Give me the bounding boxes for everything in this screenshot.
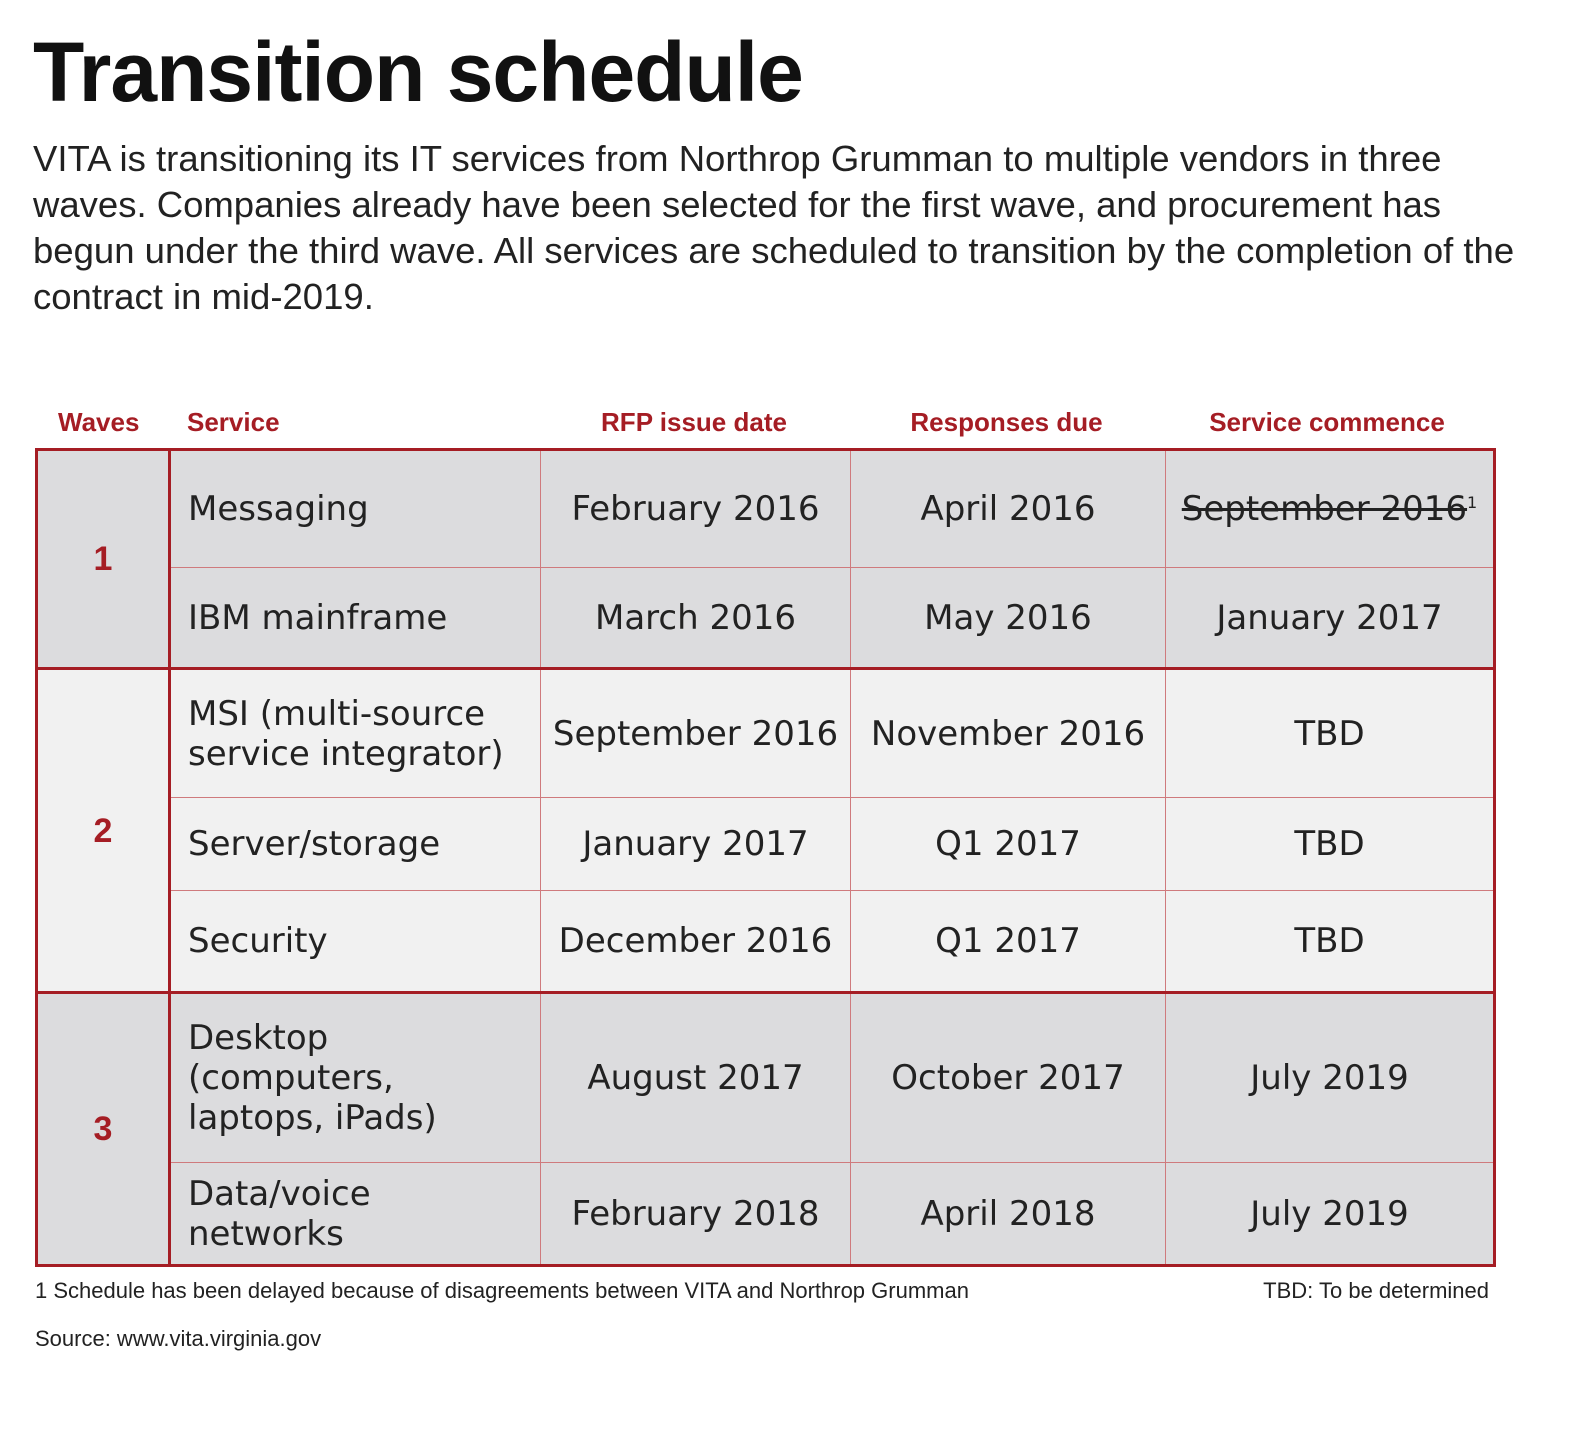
service-commence-cell: TBD: [1166, 798, 1495, 891]
responses-due-cell: November 2016: [851, 669, 1166, 798]
service-cell: Security: [170, 891, 541, 993]
header-service-commence: Service commence: [1209, 407, 1445, 437]
source-line: Source: www.vita.virginia.gov: [35, 1326, 322, 1351]
responses-due-cell: October 2017: [851, 993, 1166, 1163]
tbd-note: TBD: To be determined: [1263, 1278, 1489, 1303]
service-cell: IBM mainframe: [170, 568, 541, 669]
rfp-date-cell: February 2018: [541, 1163, 851, 1266]
schedule-table: [35, 448, 1496, 1267]
table-row: [37, 993, 1495, 1163]
header-rfp-issue-date: RFP issue date: [601, 407, 787, 437]
service-commence-cell: July 2019: [1166, 1163, 1495, 1266]
struck-date: September 2016: [1181, 489, 1468, 529]
table-row: [37, 1163, 1495, 1266]
footnote-marker: 1: [1467, 493, 1478, 512]
service-commence-cell: July 2019: [1166, 993, 1495, 1163]
wave-number: 3: [37, 993, 170, 1266]
responses-due-cell: May 2016: [851, 568, 1166, 669]
responses-due-cell: Q1 2017: [851, 891, 1166, 993]
rfp-date-cell: December 2016: [541, 891, 851, 993]
service-cell: Data/voice networks: [170, 1163, 541, 1266]
table-row: [37, 568, 1495, 669]
wave-number: 2: [37, 669, 170, 993]
service-commence-cell: TBD: [1166, 891, 1495, 993]
rfp-date-cell: March 2016: [541, 568, 851, 669]
rfp-date-cell: January 2017: [541, 798, 851, 891]
rfp-date-cell: September 2016: [541, 669, 851, 798]
page-subtitle: VITA is transitioning its IT services from Northrop Grumman to multiple vendors in three waves. Companies already have been selected for the first wave, and procurement has begun under the third wave. All services are scheduled to transition by the completion of the contract in mid-2019.: [33, 138, 1515, 317]
service-commence-cell: [1166, 450, 1495, 568]
responses-due-cell: April 2016: [851, 450, 1166, 568]
page-title: Transition schedule: [33, 25, 803, 119]
responses-due-cell: April 2018: [851, 1163, 1166, 1266]
table-row: [37, 450, 1495, 568]
service-commence-cell: January 2017: [1166, 568, 1495, 669]
table-row: [37, 798, 1495, 891]
service-commence-cell: TBD: [1166, 669, 1495, 798]
service-cell: Server/storage: [170, 798, 541, 891]
service-cell: MSI (multi-source service integrator): [170, 669, 541, 798]
table-row: [37, 891, 1495, 993]
wave-number: 1: [37, 450, 170, 669]
header-responses-due: Responses due: [910, 407, 1103, 437]
rfp-date-cell: February 2016: [541, 450, 851, 568]
table-row: [37, 669, 1495, 798]
header-waves: Waves: [58, 407, 140, 437]
service-cell: Messaging: [170, 450, 541, 568]
service-cell: Desktop (computers, laptops, iPads): [170, 993, 541, 1163]
rfp-date-cell: August 2017: [541, 993, 851, 1163]
responses-due-cell: Q1 2017: [851, 798, 1166, 891]
header-service: Service: [187, 407, 280, 437]
footnote: 1 Schedule has been delayed because of disagreements between VITA and Northrop Grumman: [35, 1278, 969, 1303]
